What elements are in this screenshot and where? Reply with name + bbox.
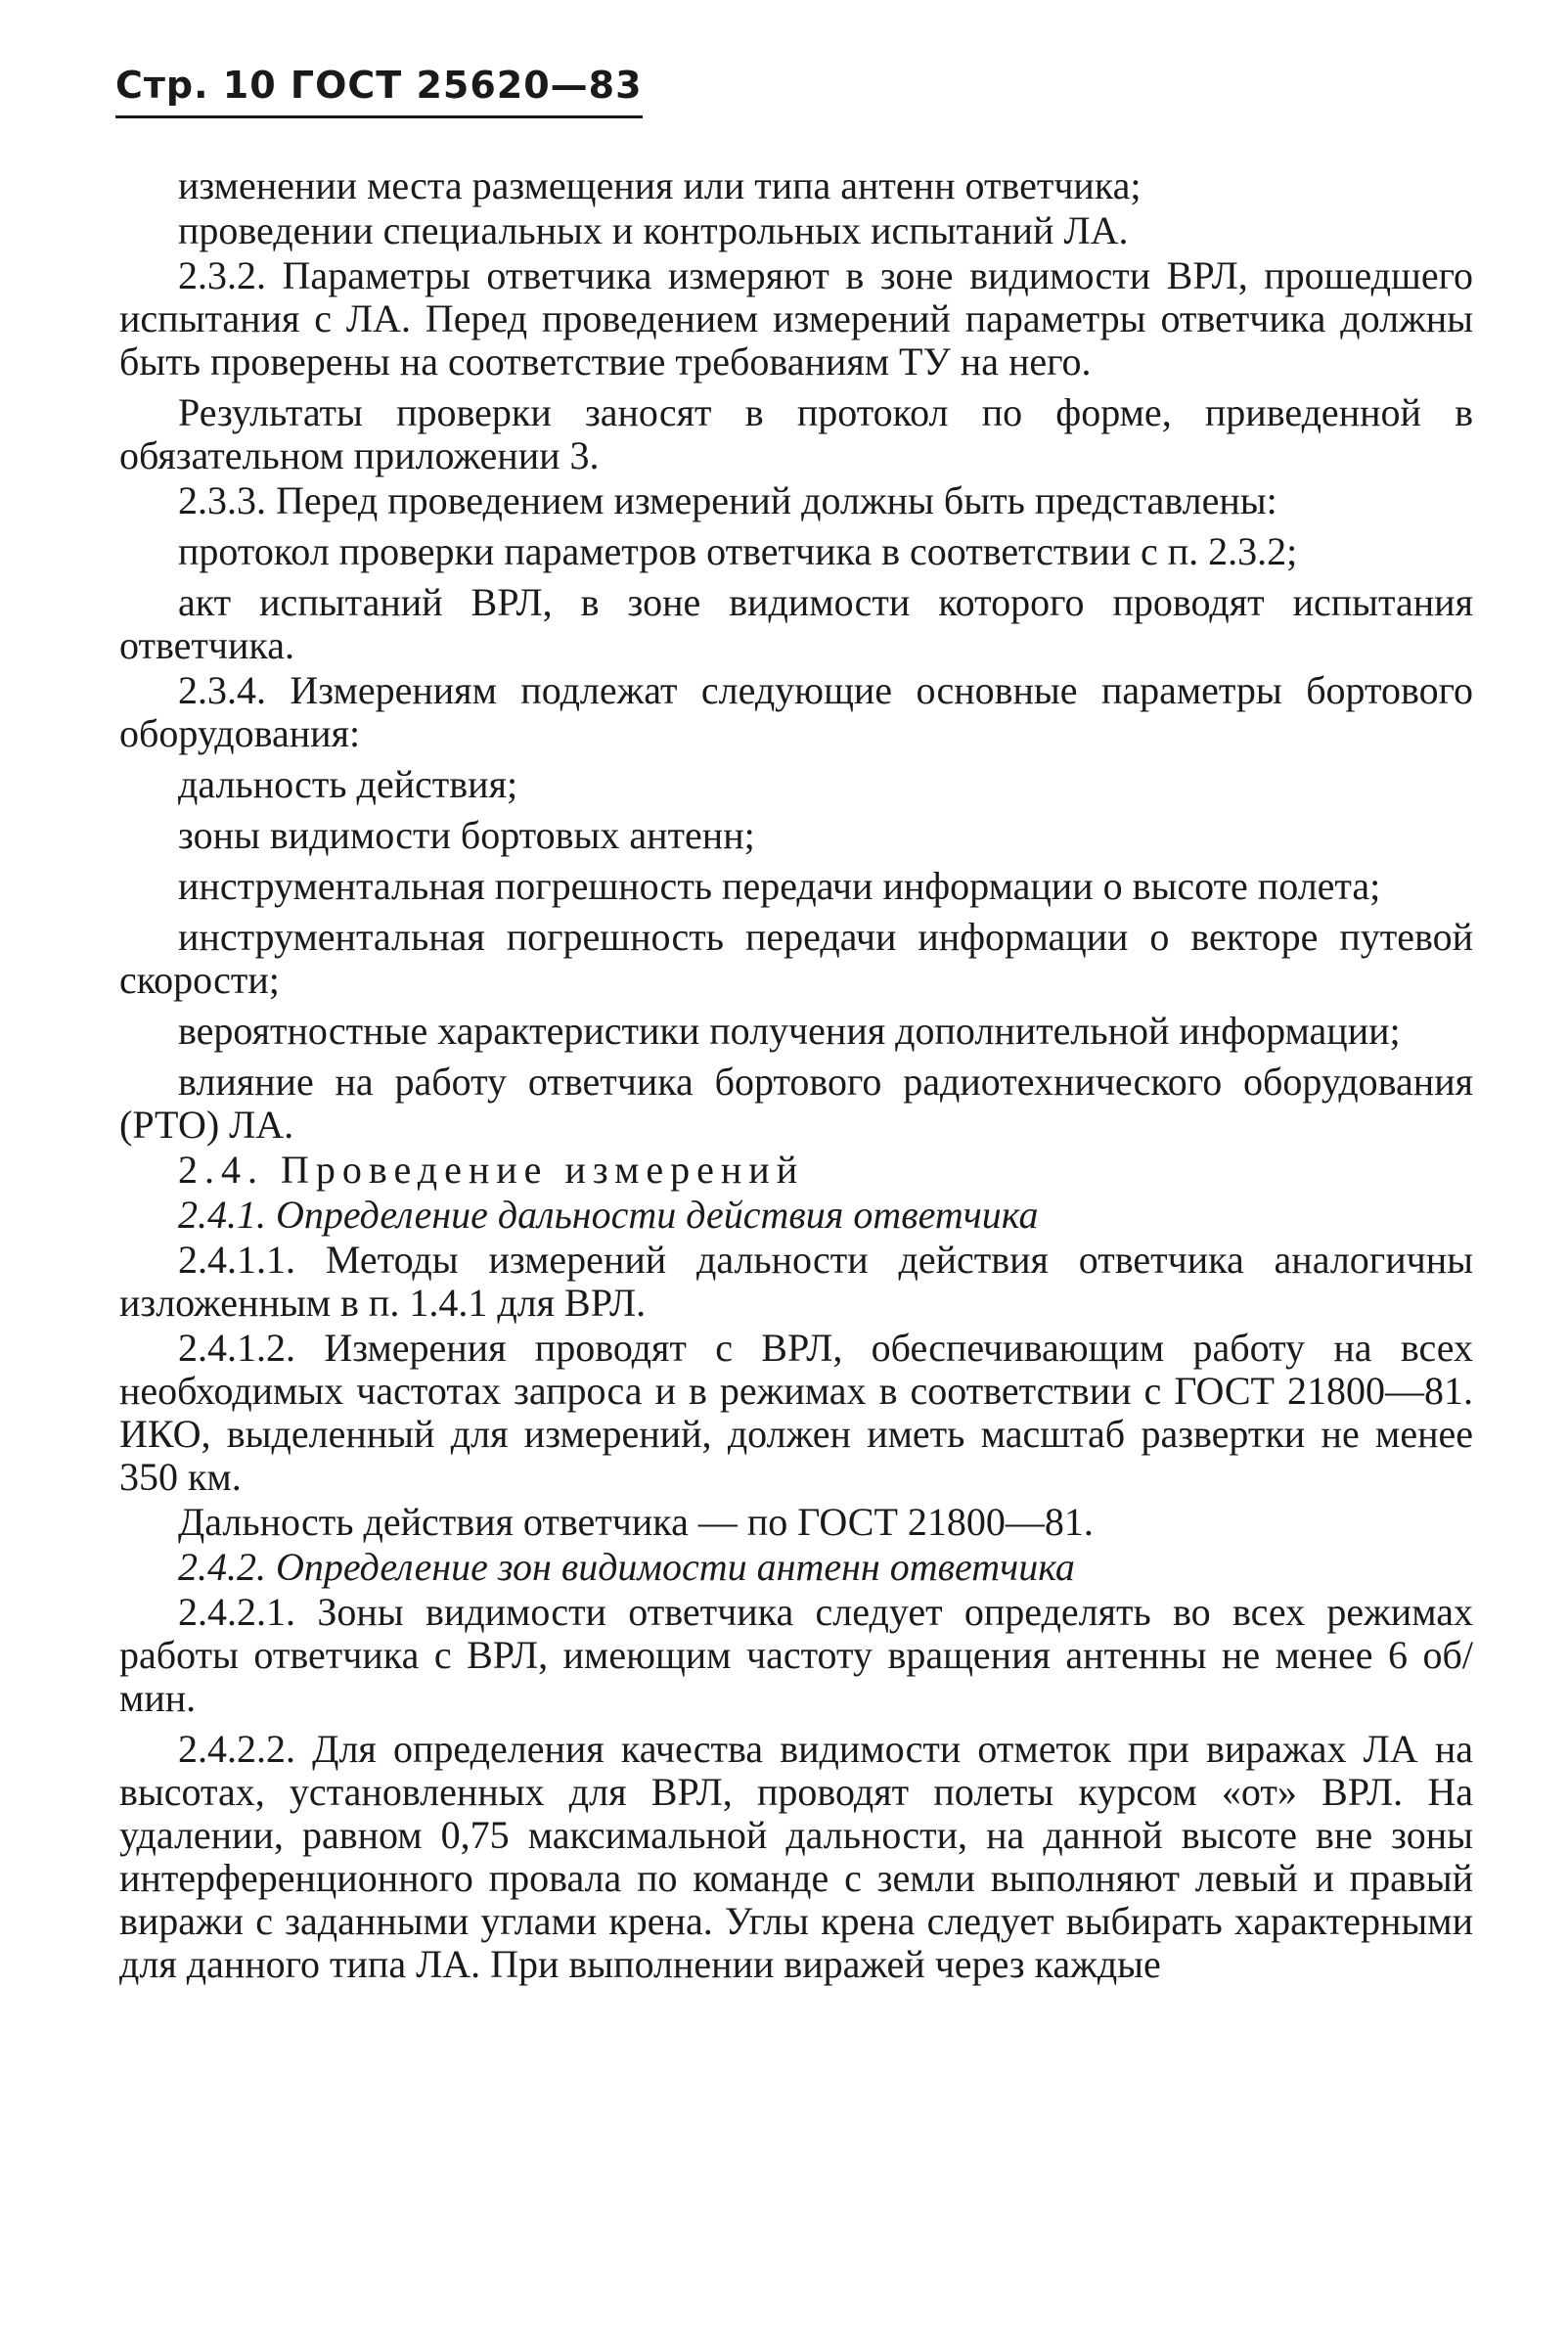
paragraph-clause-2-4-2-2: 2.4.2.2. Для определения качества видимости отметок при виражах ЛА на высотах, установленных для ВРЛ, проводят полеты курсом «от» ВРЛ. На удалении, равном 0,75 максимальной дальности, на данной высоте вне зоны интерференционного провала по команде с земли выполняют левый и правый виражи с заданными углами крена. Углы крена следует выбирать характерными для данного типа ЛА. При выполнении виражей через каждые xyxy=(119,1727,1473,1986)
page-header: Стр. 10 ГОСТ 25620—83 xyxy=(115,63,643,118)
section-heading-2-4: 2.4. Проведение измерений xyxy=(178,1148,805,1192)
paragraph-range-reference: Дальность действия ответчика — по ГОСТ 21800—81. xyxy=(178,1500,1094,1544)
paragraph-list-item: акт испытаний ВРЛ, в зоне видимости которого проводят испытания ответчика. xyxy=(119,580,1473,667)
paragraph-clause-2-3-4: 2.3.4. Измерениям подлежат следующие основные параметры бортового оборудования: xyxy=(119,668,1473,755)
paragraph-list-item: зоны видимости бортовых антенн; xyxy=(178,813,755,857)
paragraph-clause-2-3-3: 2.3.3. Перед проведением измерений должны быть представлены: xyxy=(178,478,1277,522)
paragraph-list-item: инструментальная погрешность передачи информации о высоте полета; xyxy=(178,864,1381,908)
subsection-heading-2-4-2: 2.4.2. Определение зон видимости антенн ответчика xyxy=(178,1545,1075,1589)
paragraph-list-item: влияние на работу ответчика бортового радиотехнического оборудования (РТО) ЛА. xyxy=(119,1060,1473,1147)
paragraph-clause-2-3-2: 2.3.2. Параметры ответчика измеряют в зоне видимости ВРЛ, прошедшего испытания с ЛА. Перед проведением измерений параметры ответчика должны быть проверены на соответствие требованиям ТУ на него. xyxy=(119,253,1473,384)
paragraph-list-item: дальность действия; xyxy=(178,762,518,806)
paragraph-list-item: изменении места размещения или типа антенн ответчика; xyxy=(178,163,1142,207)
paragraph-clause-2-4-1-1: 2.4.1.1. Методы измерений дальности действия ответчика аналогичны изложенным в п. 1.4.1 для ВРЛ. xyxy=(119,1238,1473,1325)
document-body xyxy=(119,164,1473,1986)
paragraph-results: Результаты проверки заносят в протокол по форме, приведенной в обязательном приложении 3. xyxy=(119,390,1473,477)
paragraph-list-item: проведении специальных и контрольных испытаний ЛА. xyxy=(178,208,1129,252)
paragraph-list-item: вероятностные характеристики получения дополнительной информации; xyxy=(178,1009,1401,1053)
paragraph-clause-2-4-1-2: 2.4.1.2. Измерения проводят с ВРЛ, обеспечивающим работу на всех необходимых частотах запроса и в режимах в соответствии с ГОСТ 21800—81. ИКО, выделенный для измерений, должен иметь масштаб развертки не менее 350 км. xyxy=(119,1326,1473,1499)
paragraph-clause-2-4-2-1: 2.4.2.1. Зоны видимости ответчика следует определять во всех режимах работы ответчика с ВРЛ, имеющим частоту вращения антенны не менее 6 об/мин. xyxy=(119,1590,1473,1720)
paragraph-list-item: протокол проверки параметров ответчика в соответствии с п. 2.3.2; xyxy=(178,529,1298,573)
paragraph-list-item: инструментальная погрешность передачи информации о векторе путевой скорости; xyxy=(119,915,1473,1002)
subsection-heading-2-4-1: 2.4.1. Определение дальности действия ответчика xyxy=(178,1193,1039,1237)
